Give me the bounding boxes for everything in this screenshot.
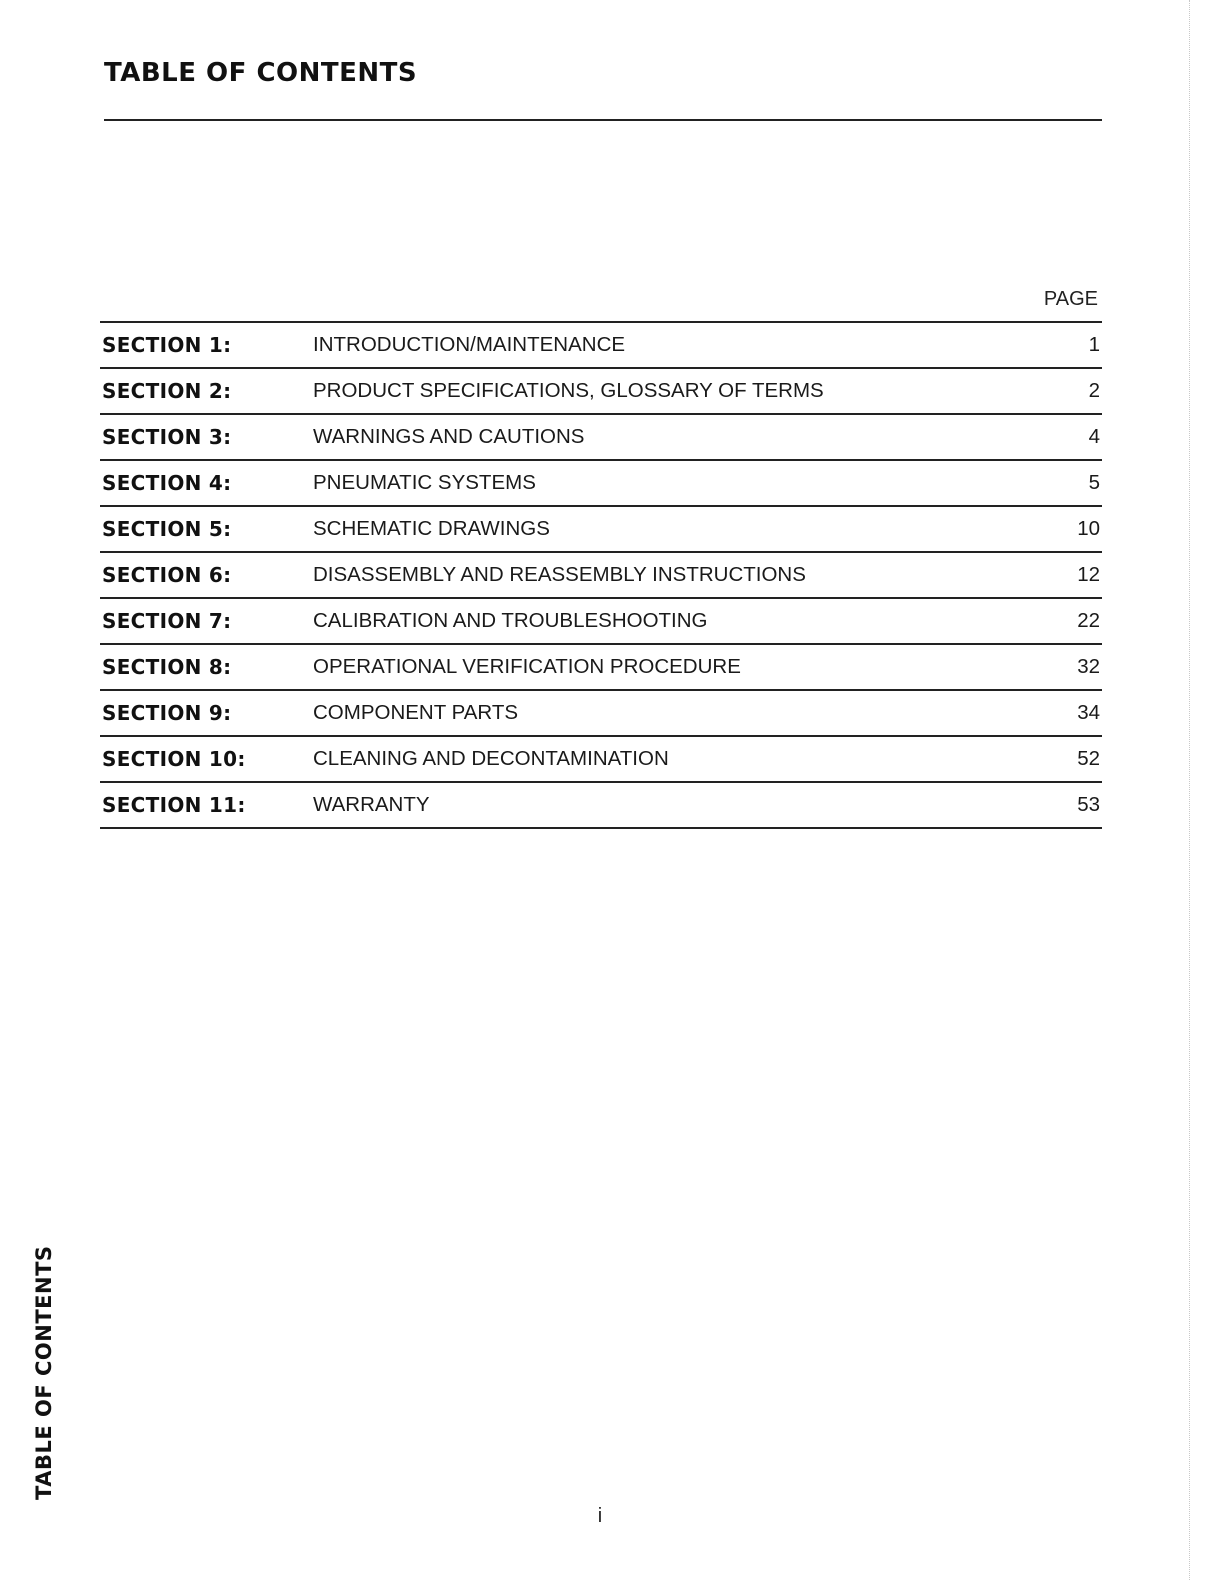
toc-section-label: SECTION 3: <box>102 425 232 449</box>
toc-topic: INTRODUCTION/MAINTENANCE <box>313 333 626 356</box>
toc-topic: OPERATIONAL VERIFICATION PROCEDURE <box>313 655 741 678</box>
toc-section-label: SECTION 5: <box>102 517 232 541</box>
toc-topic: WARNINGS AND CAUTIONS <box>313 425 585 448</box>
toc-row-section-6[interactable] <box>100 553 1102 599</box>
page-edge-divider <box>1189 0 1190 1580</box>
toc-page-number: 2 <box>1088 379 1100 402</box>
toc-page-number: 34 <box>1077 701 1100 724</box>
toc-topic: PNEUMATIC SYSTEMS <box>313 471 536 494</box>
toc-topic: CALIBRATION AND TROUBLESHOOTING <box>313 609 708 632</box>
toc-section-label: SECTION 6: <box>102 563 232 587</box>
toc-topic: COMPONENT PARTS <box>313 701 519 724</box>
toc-row-section-5[interactable] <box>100 507 1102 553</box>
toc-section-label: SECTION 7: <box>102 609 232 633</box>
toc-section-label: SECTION 1: <box>102 333 232 357</box>
toc-topic: SCHEMATIC DRAWINGS <box>313 517 550 540</box>
toc-page-number: 5 <box>1088 471 1100 494</box>
side-tab-label: TABLE OF CONTENTS <box>32 1245 56 1500</box>
toc-row-section-3[interactable] <box>100 415 1102 461</box>
toc-row-section-10[interactable] <box>100 737 1102 783</box>
toc-table <box>100 321 1102 829</box>
toc-page-number: 1 <box>1088 333 1100 356</box>
toc-section-label: SECTION 4: <box>102 471 232 495</box>
toc-row-section-2[interactable] <box>100 369 1102 415</box>
toc-section-label: SECTION 8: <box>102 655 232 679</box>
toc-row-section-1[interactable] <box>100 323 1102 369</box>
toc-page-number: 32 <box>1077 655 1100 678</box>
toc-row-section-11[interactable] <box>100 783 1102 829</box>
toc-row-section-9[interactable] <box>100 691 1102 737</box>
toc-section-label: SECTION 9: <box>102 701 232 725</box>
toc-topic: PRODUCT SPECIFICATIONS, GLOSSARY OF TERMS <box>313 379 824 402</box>
toc-section-label: SECTION 11: <box>102 793 246 817</box>
toc-page-number: 22 <box>1077 609 1100 632</box>
page-footer-number: i <box>597 1505 603 1527</box>
toc-page-number: 4 <box>1088 425 1100 448</box>
toc-row-section-7[interactable] <box>100 599 1102 645</box>
toc-page-number: 52 <box>1077 747 1100 770</box>
title-divider <box>104 119 1102 121</box>
page-title: TABLE OF CONTENTS <box>104 58 418 88</box>
toc-section-label: SECTION 2: <box>102 379 232 403</box>
toc-row-section-8[interactable] <box>100 645 1102 691</box>
toc-page-number: 12 <box>1077 563 1100 586</box>
toc-page-number: 10 <box>1077 517 1100 540</box>
toc-page-number: 53 <box>1077 793 1100 816</box>
toc-topic: CLEANING AND DECONTAMINATION <box>313 747 669 770</box>
toc-topic: DISASSEMBLY AND REASSEMBLY INSTRUCTIONS <box>313 563 806 586</box>
toc-topic: WARRANTY <box>313 793 430 816</box>
page-column-header: PAGE <box>1043 288 1098 310</box>
toc-row-section-4[interactable] <box>100 461 1102 507</box>
toc-section-label: SECTION 10: <box>102 747 246 771</box>
